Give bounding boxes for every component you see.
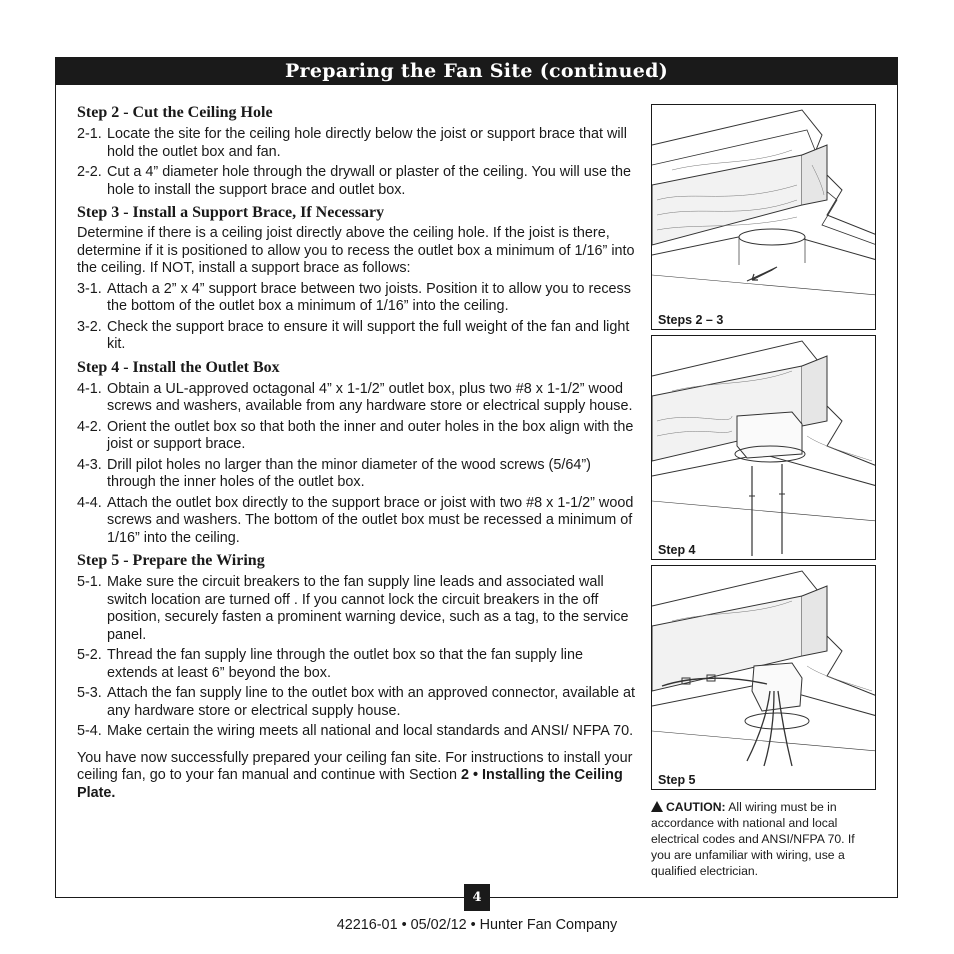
step3-intro: Determine if there is a ceiling joist directly above the ceiling hole. If the joist is there, determine if it is positioned to allow you to recess the outlet box a minimum of 1/16” into the ceiling. If NOT, install a support brace as follows: <box>77 225 635 276</box>
caution-text: All wiring must be in accordance with national and local electrical codes and ANSI/NFPA 70. If you are unfamiliar with wiring, use a qualified electrician. <box>651 800 855 878</box>
list-item: 3-1. Attach a 2” x 4” support brace between two joists. Position it to allow you to recess the bottom of the outlet box a minimum of 1/16” into the ceiling. <box>77 280 631 314</box>
section-reference: 2 • Installing the Ceiling Plate. <box>77 767 623 801</box>
closing-paragraph: You have now successfully prepared your ceiling fan site. For instructions to install your ceiling fan, go to your fan manual and continue with Section 2 • Installing the Ceiling Plate. <box>77 749 633 801</box>
list-item: 4-1. Obtain a UL-approved octagonal 4” x 1-1/2” outlet box, plus two #8 x 1-1/2” wood screws and washers, available from any hardware store or electrical supply house. <box>77 380 633 414</box>
list-item: 4-3. Drill pilot holes no larger than the minor diameter of the wood screws (5/64”) through the inner holes of the outlet box. <box>77 456 591 490</box>
page-number: 4 <box>464 884 490 911</box>
figure-caption: Steps 2 – 3 <box>658 313 724 327</box>
header-bar <box>55 57 898 85</box>
caution-label: CAUTION: <box>666 800 726 814</box>
list-item: 5-4. Make certain the wiring meets all national and local standards and ANSI/ NFPA 70. <box>77 723 634 739</box>
figure-caption: Step 5 <box>658 773 696 787</box>
figure-caption: Step 4 <box>658 543 696 557</box>
page-title: Preparing the Fan Site (continued) <box>284 60 669 82</box>
outlet-box-illustration <box>652 336 876 560</box>
step4-heading: Step 4 - Install the Outlet Box <box>77 358 280 376</box>
list-item: 2-1. Locate the site for the ceiling hole directly below the joist or support brace that will hold the outlet box and fan. <box>77 126 627 160</box>
figure-steps-2-3 <box>651 104 876 330</box>
ceiling-hole-illustration <box>652 105 876 330</box>
caution-note <box>651 799 873 879</box>
list-item: 4-2. Orient the outlet box so that both the inner and outer holes in the box align with the joist or support brace. <box>77 418 634 452</box>
instructions-column <box>77 101 637 802</box>
list-item: 5-1. Make sure the circuit breakers to the fan supply line leads and associated wall switch location are turned off . If you cannot lock the circuit breakers in the off position, securely fasten a prominent warning device, such as a tag, to the service panel. <box>77 574 629 643</box>
step5-heading: Step 5 - Prepare the Wiring <box>77 552 265 569</box>
list-item: 3-2. Check the support brace to ensure it will support the full weight of the fan and light kit. <box>77 318 630 352</box>
wiring-illustration <box>652 566 876 790</box>
list-item: 5-3. Attach the fan supply line to the outlet box with an approved connector, available at any hardware store or electrical supply house. <box>77 685 636 719</box>
footer: 42216-01 • 05/02/12 • Hunter Fan Company <box>336 917 618 933</box>
figure-step-5 <box>651 565 876 790</box>
step3-heading: Step 3 - Install a Support Brace, If Necessary <box>77 204 385 221</box>
list-item: 4-4. Attach the outlet box directly to the support brace or joist with two #8 x 1-1/2” wood screws and washers. The bottom of the outlet box must be recessed a minimum of 1/16” into the ceiling. <box>77 494 634 546</box>
step2-heading: Step 2 - Cut the Ceiling Hole <box>77 104 273 121</box>
warning-triangle-icon <box>651 801 663 812</box>
figure-step-4 <box>651 335 876 560</box>
list-item: 5-2. Thread the fan supply line through the outlet box so that the fan supply line extends at least 6” beyond the box. <box>77 647 584 681</box>
list-item: 2-2. Cut a 4” diameter hole through the drywall or plaster of the ceiling. You will use the hole to install the support brace and outlet box. <box>77 164 631 198</box>
